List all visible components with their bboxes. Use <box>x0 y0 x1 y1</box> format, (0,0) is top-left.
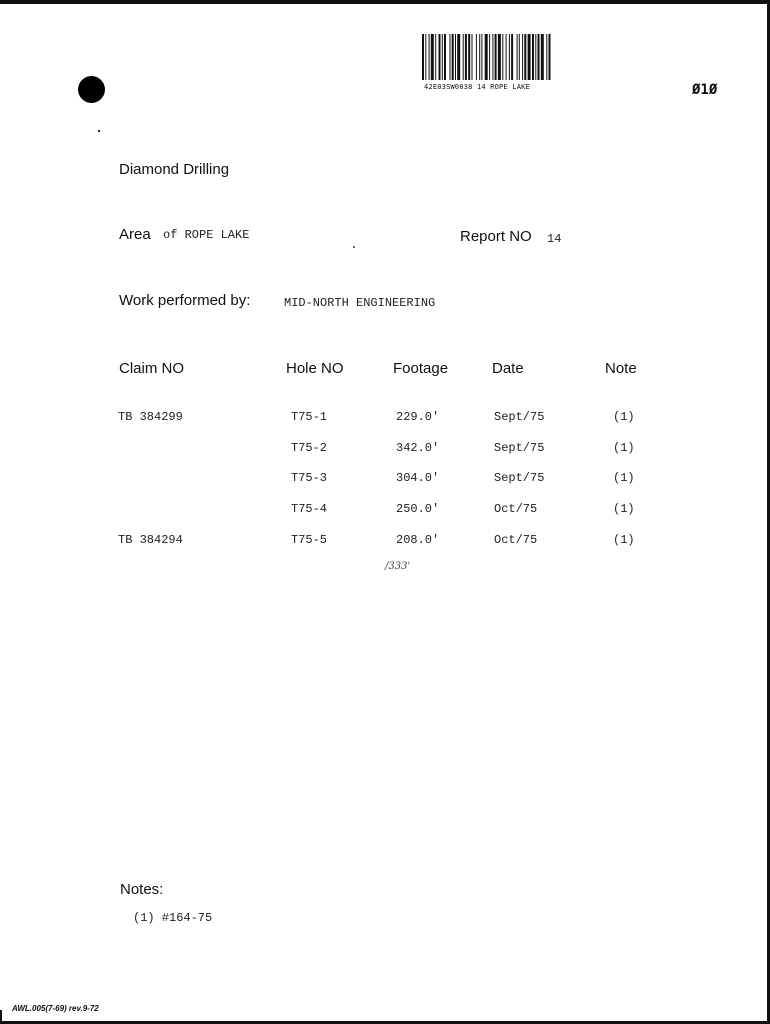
barcode-bar <box>431 34 434 80</box>
cell-date: Sept/75 <box>494 441 545 455</box>
barcode-bar <box>479 34 480 80</box>
barcode-bar <box>492 34 493 80</box>
barcode-bar <box>519 34 520 80</box>
cell-footage: 208.0' <box>396 533 440 547</box>
barcode-bar <box>472 34 473 80</box>
cell-note: (1) <box>613 441 635 455</box>
cell-hole: T75-4 <box>291 502 328 516</box>
barcode-bar <box>528 34 531 80</box>
cell-date: Sept/75 <box>494 471 545 485</box>
column-header-date: Date <box>492 360 524 377</box>
barcode-bar <box>535 34 536 80</box>
barcode-bar <box>522 34 523 80</box>
barcode-bar <box>429 34 430 80</box>
cell-footage: 304.0' <box>396 471 440 485</box>
punch-hole <box>78 76 105 103</box>
barcode-bar <box>422 34 424 80</box>
barcode-bar <box>468 34 470 80</box>
barcode-bar <box>541 34 544 80</box>
work-performed-value: MID-NORTH ENGINEERING <box>284 296 436 310</box>
barcode-bar <box>509 34 510 80</box>
cell-claim: TB 384294 <box>118 533 183 547</box>
notes-label: Notes: <box>120 881 164 898</box>
barcode-bar <box>444 34 446 80</box>
barcode <box>422 34 640 80</box>
cell-hole: T75-1 <box>291 410 328 424</box>
scan-speck <box>98 130 100 132</box>
cell-date: Sept/75 <box>494 410 545 424</box>
scan-speck <box>353 246 355 248</box>
barcode-bar <box>524 34 526 80</box>
barcode-bar <box>439 34 441 80</box>
barcode-caption: 42E03SW0038 14 ROPE LAKE <box>424 83 530 91</box>
barcode-bar <box>481 34 482 80</box>
barcode-bar <box>506 34 507 80</box>
barcode-bar <box>495 34 497 80</box>
area-value: of ROPE LAKE <box>163 228 250 242</box>
report-label <box>460 228 532 245</box>
cell-footage: 250.0' <box>396 502 440 516</box>
work-performed-label: Work performed by: <box>119 292 251 309</box>
page-code: Ø1Ø <box>692 82 718 98</box>
column-header-note: Note <box>605 360 637 377</box>
barcode-bar <box>517 34 518 80</box>
barcode-bar <box>435 34 436 80</box>
report-number: 14 <box>547 232 562 246</box>
cell-note: (1) <box>613 410 635 424</box>
barcode-bar <box>538 34 540 80</box>
form-code: AWL.005(7-69) rev.9-72 <box>12 1004 99 1013</box>
barcode-bar <box>450 34 451 80</box>
report-label-text: Report NO <box>460 228 532 245</box>
cell-footage: 342.0' <box>396 441 440 455</box>
barcode-bar <box>442 34 443 80</box>
cell-note: (1) <box>613 533 635 547</box>
barcode-bar <box>485 34 488 80</box>
barcode-bar <box>457 34 460 80</box>
footage-total: /333' <box>385 561 411 572</box>
barcode-bar <box>463 34 464 80</box>
page-border-left <box>0 1010 2 1024</box>
note-item: (1) #164-75 <box>133 911 213 925</box>
cell-date: Oct/75 <box>494 502 538 516</box>
barcode-bar <box>532 34 534 80</box>
cell-claim: TB 384299 <box>118 410 183 424</box>
column-header-claim: Claim NO <box>119 360 185 377</box>
barcode-bar <box>425 34 426 80</box>
barcode-bar <box>465 34 467 80</box>
column-header-footage: Footage <box>393 360 449 377</box>
area-label: Area <box>119 226 151 243</box>
cell-hole: T75-5 <box>291 533 328 547</box>
cell-hole: T75-2 <box>291 441 328 455</box>
cell-footage: 229.0' <box>396 410 440 424</box>
barcode-bar <box>511 34 513 80</box>
barcode-bar <box>476 34 477 80</box>
cell-date: Oct/75 <box>494 533 538 547</box>
barcode-bar <box>546 34 547 80</box>
column-header-hole: Hole NO <box>286 360 344 377</box>
cell-hole: T75-3 <box>291 471 328 485</box>
cell-note: (1) <box>613 502 635 516</box>
page-border-top <box>0 0 770 4</box>
barcode-bar <box>455 34 456 80</box>
document-title: Diamond Drilling <box>119 161 230 178</box>
barcode-bar <box>502 34 503 80</box>
barcode-bar <box>452 34 454 80</box>
barcode-bar <box>489 34 490 80</box>
barcode-bar <box>498 34 501 80</box>
cell-note: (1) <box>613 471 635 485</box>
barcode-bar <box>549 34 551 80</box>
